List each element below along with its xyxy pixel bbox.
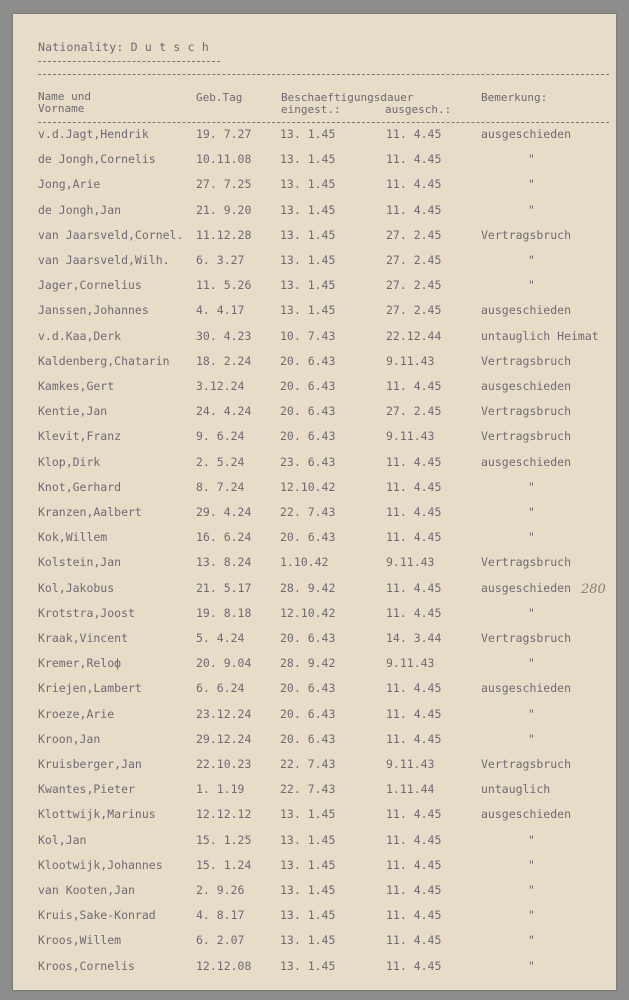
birth-date: 6. 3.27: [196, 253, 245, 267]
table-row: [13, 656, 616, 681]
person-name: Klootwijk,Johannes: [38, 857, 163, 872]
table-row: [13, 505, 616, 530]
person-name: van Jaarsveld,Wilh.: [38, 253, 170, 267]
end-date: 11. 4.45: [386, 605, 442, 620]
table-row: [13, 581, 616, 606]
start-date: 22. 7.43: [280, 782, 336, 797]
person-name: Kroon,Jan: [38, 731, 101, 746]
person-name: Jong,Arie: [38, 177, 101, 192]
birth-date: 21. 9.20: [196, 202, 252, 217]
table-row: [13, 883, 616, 908]
start-date: 13. 1.45: [280, 857, 336, 872]
birth-date: 18. 2.24: [196, 353, 252, 368]
table-row: [13, 858, 616, 883]
end-date: 11. 4.45: [386, 681, 442, 696]
start-date: 13. 1.45: [280, 303, 336, 318]
remark: ": [528, 706, 535, 721]
person-name: Kolstein,Jan: [38, 555, 122, 570]
person-name: Kranzen,Aalbert: [38, 505, 142, 519]
end-date: 27. 2.45: [386, 227, 442, 242]
person-name: Klottwijk,Marinus: [38, 807, 156, 822]
start-date: 22. 7.43: [280, 505, 336, 519]
start-date: 13. 1.45: [280, 127, 336, 141]
start-date: 28. 9.42: [280, 656, 336, 671]
end-date: 11. 4.45: [386, 379, 442, 393]
remark: Vertragsbruch: [481, 227, 572, 242]
end-date: 11. 4.45: [386, 883, 442, 897]
start-date: 20. 6.43: [280, 530, 336, 545]
person-name: Kraak,Vincent: [38, 631, 129, 645]
start-date: 13. 1.45: [280, 807, 336, 822]
person-name: de Jongh,Jan: [38, 202, 122, 217]
birth-date: 19. 7.27: [196, 127, 252, 141]
start-date: 13. 1.45: [280, 278, 336, 293]
birth-date: 9. 6.24: [196, 429, 245, 444]
start-date: 20. 6.43: [280, 631, 336, 645]
birth-date: 1. 1.19: [196, 782, 245, 797]
person-name: Kroeze,Arie: [38, 706, 115, 721]
table-row: [13, 253, 616, 278]
birth-date: 29. 4.24: [196, 505, 252, 519]
remark: ": [528, 857, 535, 872]
start-date: 13. 1.45: [280, 958, 336, 973]
person-name: Krotstra,Joost: [38, 605, 135, 620]
table-row: [13, 303, 616, 328]
table-row: [13, 782, 616, 807]
birth-date: 4. 8.17: [196, 908, 245, 923]
person-name: Kriejen,Lambert: [38, 681, 142, 696]
remark: Vertragsbruch: [481, 404, 572, 419]
person-name: v.d.Jagt,Hendrik: [38, 127, 149, 141]
column-header-geb: Geb.Tag: [196, 91, 243, 104]
person-name: Knot,Gerhard: [38, 479, 122, 494]
table-row: [13, 228, 616, 253]
end-date: 11. 4.45: [386, 933, 442, 948]
person-name: van Kooten,Jan: [38, 883, 135, 897]
birth-date: 12.12.12: [196, 807, 252, 822]
birth-date: 16. 6.24: [196, 530, 252, 545]
remark: ": [528, 152, 535, 167]
start-date: 12.10.42: [280, 479, 336, 494]
start-date: 12.10.42: [280, 605, 336, 620]
column-header-name: Name und Vorname: [38, 90, 91, 115]
person-name: Kol,Jakobus: [38, 580, 115, 595]
table-row: [13, 177, 616, 202]
end-date: 11. 4.45: [386, 580, 442, 595]
person-name: Kruisberger,Jan: [38, 757, 142, 771]
end-date: 11. 4.45: [386, 706, 442, 721]
start-date: 22. 7.43: [280, 757, 336, 771]
end-date: 22.12.44: [386, 328, 442, 343]
person-name: Kaldenberg,Chatarin: [38, 353, 170, 368]
end-date: 11. 4.45: [386, 731, 442, 746]
remark: ": [528, 202, 535, 217]
remark: untauglich: [481, 782, 551, 797]
remark: ": [528, 656, 535, 671]
end-date: 9.11.43: [386, 429, 435, 444]
start-date: 13. 1.45: [280, 908, 336, 923]
person-name: Kwantes,Pieter: [38, 782, 135, 797]
remark: ausgeschieden: [481, 681, 572, 696]
person-name: Klevit,Franz: [38, 429, 122, 444]
start-date: 13. 1.45: [280, 933, 336, 948]
start-date: 1.10.42: [280, 555, 329, 570]
table-row: [13, 455, 616, 480]
column-header-ausgesch: ausgesch.:: [385, 103, 452, 116]
end-date: 27. 2.45: [386, 253, 442, 267]
table-row: [13, 757, 616, 782]
birth-date: 4. 4.17: [196, 303, 245, 318]
start-date: 20. 6.43: [280, 731, 336, 746]
table-row: [13, 278, 616, 303]
table-row: [13, 127, 616, 152]
end-date: 1.11.44: [386, 782, 435, 797]
pencil-annotation: 280: [581, 582, 606, 597]
remark: Vertragsbruch: [481, 555, 572, 570]
table-row: [13, 480, 616, 505]
start-date: 13. 1.45: [280, 253, 336, 267]
end-date: 11. 4.45: [386, 177, 442, 192]
start-date: 20. 6.43: [280, 379, 336, 393]
birth-date: 10.11.08: [196, 152, 252, 167]
person-name: Janssen,Johannes: [38, 303, 149, 318]
table-row: [13, 152, 616, 177]
end-date: 11. 4.45: [386, 454, 442, 469]
person-name: van Jaarsveld,Cornel.: [38, 227, 184, 242]
end-date: 27. 2.45: [386, 278, 442, 293]
end-date: 11. 4.45: [386, 857, 442, 872]
birth-date: 13. 8.24: [196, 555, 252, 570]
table-row: [13, 329, 616, 354]
remark: Vertragsbruch: [481, 631, 572, 645]
remark: ": [528, 177, 535, 192]
start-date: 13. 1.45: [280, 152, 336, 167]
birth-date: 19. 8.18: [196, 605, 252, 620]
end-date: 11. 4.45: [386, 152, 442, 167]
table-row: [13, 681, 616, 706]
remark: ": [528, 605, 535, 620]
table-row: [13, 933, 616, 958]
remark: ": [528, 278, 535, 293]
person-name: Jager,Cornelius: [38, 278, 142, 293]
table-row: [13, 959, 616, 984]
remark: Vertragsbruch: [481, 429, 572, 444]
birth-date: 6. 6.24: [196, 681, 245, 696]
end-date: 11. 4.45: [386, 807, 442, 822]
birth-date: 22.10.23: [196, 757, 252, 771]
start-date: 13. 1.45: [280, 883, 336, 897]
table-row: [13, 707, 616, 732]
table-row: [13, 833, 616, 858]
column-header-bemerkung: Bemerkung:: [481, 91, 548, 104]
person-name: Kruis,Sake-Konrad: [38, 908, 156, 923]
header-rule: [38, 122, 609, 123]
birth-date: 27. 7.25: [196, 177, 252, 192]
remark: Vertragsbruch: [481, 757, 572, 771]
document-page: [13, 14, 616, 990]
table-row: [13, 732, 616, 757]
remark: ": [528, 832, 535, 847]
heading-underline: [38, 61, 220, 62]
column-header-besch: Beschaeftigungsdauer: [281, 91, 414, 104]
remark: ausgeschieden: [481, 454, 572, 469]
person-name: Kroos,Cornelis: [38, 958, 135, 973]
birth-date: 15. 1.25: [196, 832, 252, 847]
person-name: Kremer,Reloф: [38, 656, 122, 671]
table-row: [13, 354, 616, 379]
end-date: 9.11.43: [386, 757, 435, 771]
end-date: 11. 4.45: [386, 530, 442, 545]
person-name: Kamkes,Gert: [38, 379, 115, 393]
remark: ausgeschieden: [481, 379, 572, 393]
end-date: 11. 4.45: [386, 908, 442, 923]
start-date: 20. 6.43: [280, 404, 336, 419]
birth-date: 11. 5.26: [196, 278, 252, 293]
end-date: 11. 4.45: [386, 505, 442, 519]
birth-date: 5. 4.24: [196, 631, 245, 645]
remark: ": [528, 505, 535, 519]
remark: ausgeschieden: [481, 127, 572, 141]
table-row: [13, 807, 616, 832]
birth-date: 8. 7.24: [196, 479, 245, 494]
table-row: [13, 379, 616, 404]
remark: ausgeschieden: [481, 807, 572, 822]
birth-date: 11.12.28: [196, 227, 252, 242]
birth-date: 20. 9.04: [196, 656, 252, 671]
nationality-heading: Nationality: D u t s c h: [38, 40, 209, 54]
table-row: [13, 203, 616, 228]
birth-date: 21. 5.17: [196, 580, 252, 595]
birth-date: 29.12.24: [196, 731, 252, 746]
birth-date: 2. 5.24: [196, 454, 245, 469]
column-header-eingest: eingest.:: [281, 103, 341, 116]
person-name: Kok,Willem: [38, 530, 108, 545]
start-date: 13. 1.45: [280, 227, 336, 242]
remark: ": [528, 253, 535, 267]
end-date: 9.11.43: [386, 555, 435, 570]
end-date: 9.11.43: [386, 656, 435, 671]
birth-date: 3.12.24: [196, 379, 245, 393]
remark: ": [528, 479, 535, 494]
remark: ": [528, 958, 535, 973]
end-date: 11. 4.45: [386, 127, 442, 141]
remark: ausgeschieden: [481, 580, 572, 595]
start-date: 28. 9.42: [280, 580, 336, 595]
start-date: 20. 6.43: [280, 706, 336, 721]
end-date: 14. 3.44: [386, 631, 442, 645]
birth-date: 6. 2.07: [196, 933, 245, 948]
top-rule: [38, 74, 609, 75]
end-date: 11. 4.45: [386, 202, 442, 217]
person-name: Klop,Dirk: [38, 454, 101, 469]
remark: ": [528, 883, 535, 897]
remark: ": [528, 933, 535, 948]
birth-date: 24. 4.24: [196, 404, 252, 419]
start-date: 13. 1.45: [280, 177, 336, 192]
table-row: [13, 908, 616, 933]
remark: ": [528, 731, 535, 746]
person-name: Kol,Jan: [38, 832, 87, 847]
birth-date: 12.12.08: [196, 958, 252, 973]
end-date: 11. 4.45: [386, 479, 442, 494]
person-name: Kentie,Jan: [38, 404, 108, 419]
birth-date: 15. 1.24: [196, 857, 252, 872]
remark: Vertragsbruch: [481, 353, 572, 368]
birth-date: 30. 4.23: [196, 328, 252, 343]
end-date: 9.11.43: [386, 353, 435, 368]
birth-date: 2. 9.26: [196, 883, 245, 897]
table-row: [13, 429, 616, 454]
remark: ": [528, 530, 535, 545]
start-date: 13. 1.45: [280, 202, 336, 217]
table-row: [13, 606, 616, 631]
start-date: 10. 7.43: [280, 328, 336, 343]
start-date: 20. 6.43: [280, 353, 336, 368]
person-name: Kroos,Willem: [38, 933, 122, 948]
table-row: [13, 555, 616, 580]
start-date: 20. 6.43: [280, 429, 336, 444]
end-date: 11. 4.45: [386, 832, 442, 847]
remark: untauglich Heimat: [481, 328, 599, 343]
end-date: 27. 2.45: [386, 404, 442, 419]
person-name: v.d.Kaa,Derk: [38, 328, 122, 343]
remark: ausgeschieden: [481, 303, 572, 318]
table-row: [13, 530, 616, 555]
start-date: 13. 1.45: [280, 832, 336, 847]
remark: ": [528, 908, 535, 923]
table-row: [13, 631, 616, 656]
start-date: 20. 6.43: [280, 681, 336, 696]
end-date: 11. 4.45: [386, 958, 442, 973]
end-date: 27. 2.45: [386, 303, 442, 318]
table-row: [13, 404, 616, 429]
start-date: 23. 6.43: [280, 454, 336, 469]
person-name: de Jongh,Cornelis: [38, 152, 156, 167]
birth-date: 23.12.24: [196, 706, 252, 721]
